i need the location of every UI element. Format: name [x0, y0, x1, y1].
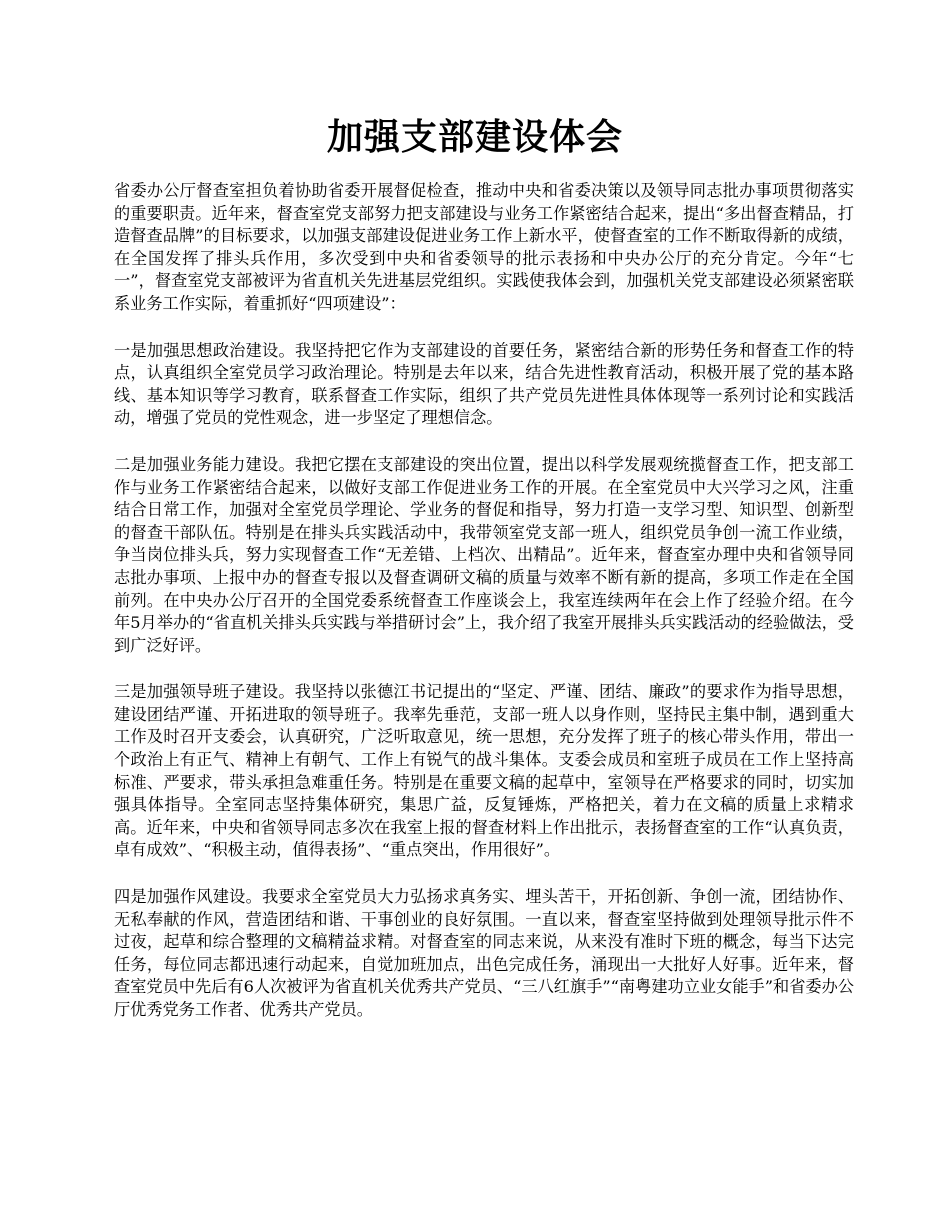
document-body — [114, 180, 854, 1046]
document-title: 加强支部建设体会 — [326, 116, 623, 158]
intro-paragraph: 省委办公厅督查室担负着协助省委开展督促检查，推动中央和省委决策以及领导同志批办事项贯彻落实的重要职责。近年来，督查室党支部努力把支部建设与业务工作紧密结合起来，提出“多出督查精品，打造督查品牌”的目标要求，以加强支部建设促进业务工作上新水平，使督查室的工作不断取得新的成绩，在全国发挥了排头兵作用，多次受到中央和省委领导的批示表扬和中央办公厅的充分肯定。今年“七一”，督查室党支部被评为省直机关先进基层党组织。实践使我体会到，加强机关党支部建设必须紧密联系业务工作实际，着重抓好“四项建设”： — [114, 181, 854, 313]
paragraph-leadership-team: 三是加强领导班子建设。我坚持以张德江书记提出的“坚定、严谨、团结、廉政”的要求作为指导思想，建设团结严谨、开拓进取的领导班子。我率先垂范，支部一班人以身作则，坚持民主集中制，遇到重大工作及时召开支委会，认真研究，广泛听取意见，统一思想，充分发挥了班子的核心带头作用，带出一个政治上有正气、精神上有朝气、工作上有锐气的战斗集体。支委会成员和室班子成员在工作上坚持高标准、严要求，带头承担急难重任务。特别是在重要文稿的起草中，室领导在严格要求的同时，切实加强具体指导。全室同志坚持集体研究，集思广益，反复锤炼，严格把关，着力在文稿的质量上求精求高。近年来，中央和省领导同志多次在我室上报的督查材料上作出批示，表扬督查室的工作“认真负责，卓有成效”、“积极主动，值得表扬”、“重点突出，作用很好”。 — [114, 682, 854, 860]
paragraph-business-capability: 二是加强业务能力建设。我把它摆在支部建设的突出位置，提出以科学发展观统揽督查工作，把支部工作与业务工作紧密结合起来，以做好支部工作促进业务工作的开展。在全室党员中大兴学习之风，注重结合日常工作，加强对全室党员学理论、学业务的督促和指导，努力打造一支学习型、知识型、创新型的督查干部队伍。特别是在排头兵实践活动中，我带领室党支部一班人，组织党员争创一流工作业绩，争当岗位排头兵，努力实现督查工作“无差错、上档次、出精品”。近年来，督查室办理中央和省领导同志批办事项、上报中办的督查专报以及督查调研文稿的质量与效率不断有新的提高，多项工作走在全国前列。在中央办公厅召开的全国党委系统督查工作座谈会上，我室连续两年在会上作了经验介绍。在今年5月举办的“省直机关排头兵实践与举措研讨会”上，我介绍了我室开展排头兵实践活动的经验做法，受到广泛好评。 — [114, 454, 854, 655]
paragraph-political-construction: 一是加强思想政治建设。我坚持把它作为支部建设的首要任务，紧密结合新的形势任务和督查工作的特点，认真组织全室党员学习政治理论。特别是去年以来，结合先进性教育活动，积极开展了党的基本路线、基本知识等学习教育，联系督查工作实际，组织了共产党员先进性具体体现等一系列讨论和实践活动，增强了党员的党性观念，进一步坚定了理想信念。 — [114, 340, 854, 428]
paragraph-work-style: 四是加强作风建设。我要求全室党员大力弘扬求真务实、埋头苦干，开拓创新、争创一流，团结协作、无私奉献的作风，营造团结和谐、干事创业的良好氛围。一直以来，督查室坚持做到处理领导批示件不过夜，起草和综合整理的文稿精益求精。对督查室的同志来说，从来没有准时下班的概念，每当下达完任务，每位同志都迅速行动起来，自觉加班加点，出色完成任务，涌现出一大批好人好事。近年来，督查室党员中先后有6人次被评为省直机关优秀共产党员、“三八红旗手”“南粤建功立业女能手”和省委办公厅优秀党务工作者、优秀共产党员。 — [114, 887, 854, 1019]
